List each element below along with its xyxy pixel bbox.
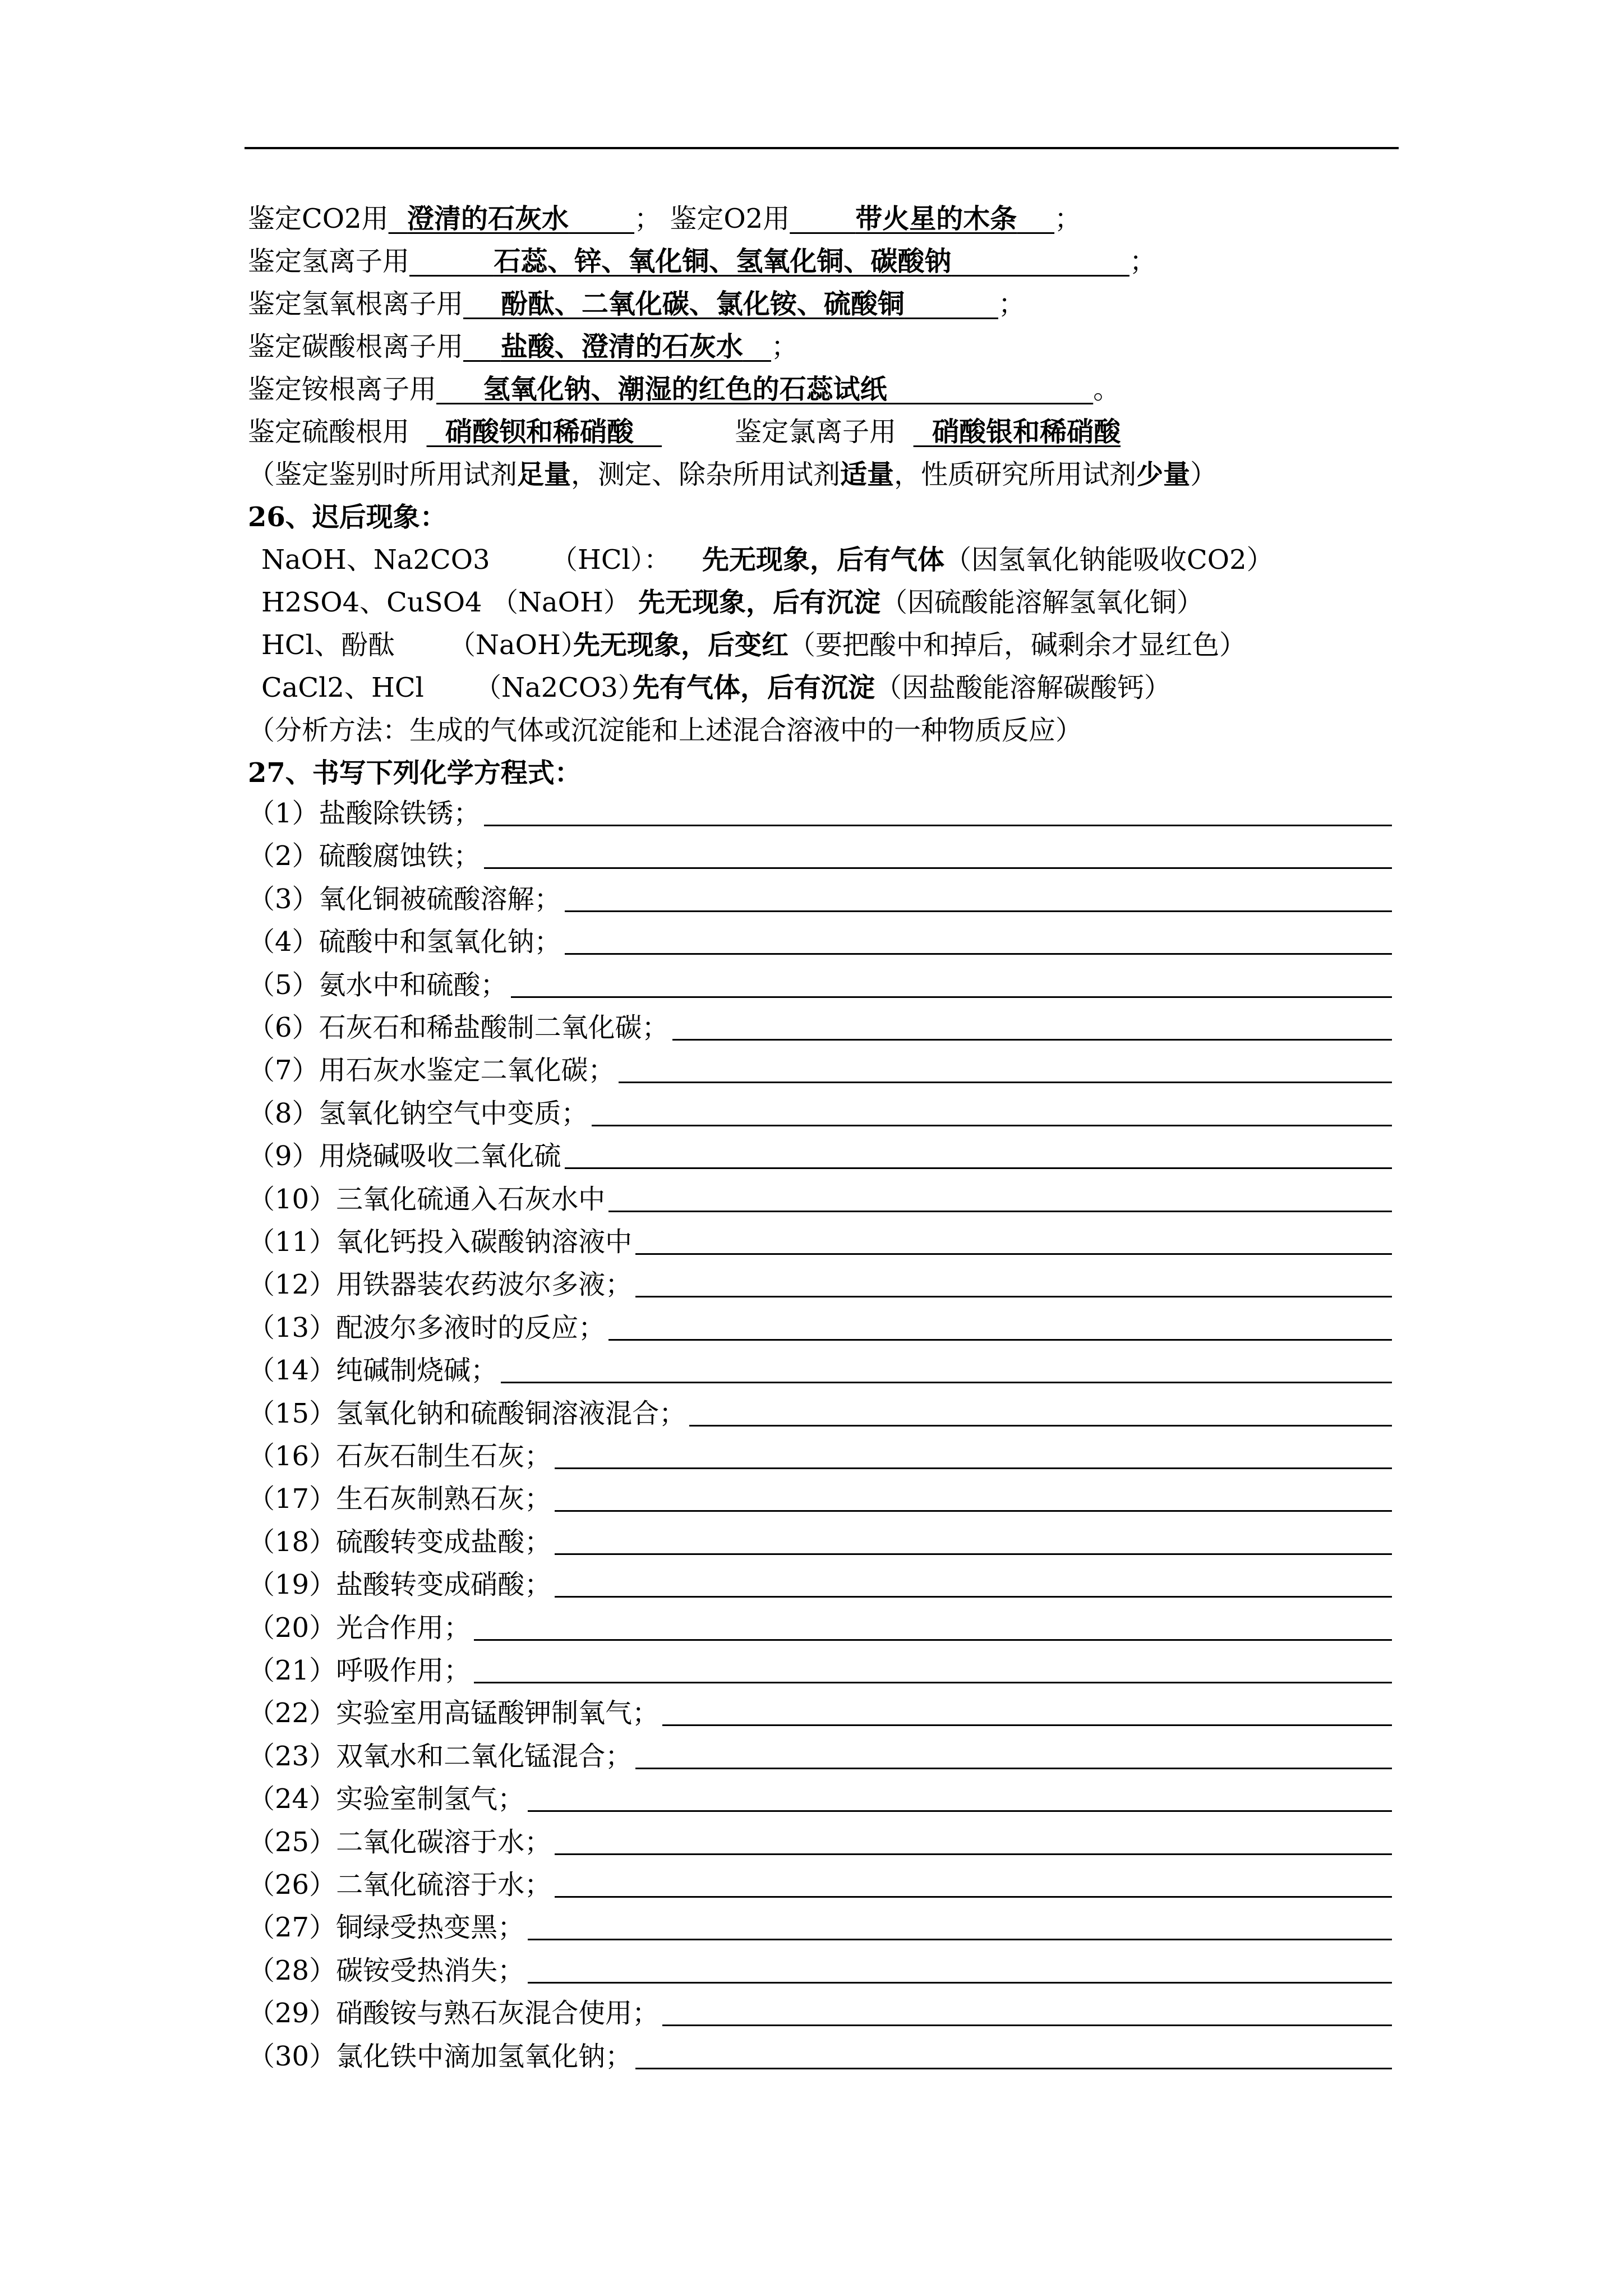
answer-blank-line[interactable] [689,1425,1392,1427]
so4-label: 鉴定硫酸根用 [248,416,410,448]
equation-prompt: （16）石灰石制生石灰； [248,1441,552,1472]
ident-nh4-line [248,371,1120,407]
section-26-heading: 26、迟后现象： [248,501,447,533]
cl-answer: 硝酸银和稀硝酸 [932,416,1121,448]
equation-prompt: （20）光合作用； [248,1612,471,1644]
ident-so4-cl-line [248,414,1121,450]
equation-prompt: （30）氯化铁中滴加氢氧化钠； [248,2041,633,2072]
answer-blank-line[interactable] [635,1253,1392,1255]
oh-label: 鉴定氢氧根离子用 [248,288,464,320]
answer-blank-line[interactable] [619,1082,1392,1083]
equation-prompt: （11）氧化钙投入碳酸钠溶液中 [248,1226,633,1258]
answer-blank-line[interactable] [555,1596,1392,1598]
answer-blank-line[interactable] [555,1853,1392,1855]
equation-prompt: （9）用烧碱吸收二氧化硫 [248,1140,561,1172]
equation-prompt: （6）石灰石和稀盐酸制二氧化碳； [248,1012,669,1043]
semicolon: ； [1054,203,1082,234]
equation-prompt: （14）纯碱制烧碱； [248,1355,498,1386]
h-answer: 石蕊、锌、氧化铜、氢氧化铜、碳酸钠 [494,246,952,277]
analysis-note: （分析方法：生成的气体或沉淀能和上述混合溶液中的一种物质反应） [248,715,1083,746]
equation-prompt: （3）氧化铜被硫酸溶解； [248,884,561,915]
equation-prompt: （5）氨水中和硫酸； [248,969,508,1001]
answer-blank-line[interactable] [501,1382,1392,1383]
answer-blank-line[interactable] [672,1039,1392,1041]
equation-prompt: （29）硝酸铵与熟石灰混合使用； [248,1998,660,2029]
ident-co3-line [248,329,798,365]
equation-prompt: （25）二氧化碳溶于水； [248,1826,552,1858]
equation-prompt: （1）盐酸除铁锈； [248,798,481,829]
answer-blank-line[interactable] [662,1724,1392,1726]
equation-prompt: （4）硫酸中和氢氧化钠； [248,926,561,958]
reagent-amount-note: （鉴定鉴别时所用试剂足量，测定、除杂所用试剂适量，性质研究所用试剂少量） [248,459,1218,490]
header-rule [245,147,1399,149]
equation-prompt: （22）实验室用高锰酸钾制氧气； [248,1697,660,1729]
answer-blank-line[interactable] [635,2068,1392,2069]
semicolon: ； [771,331,799,362]
equation-prompt: （8）氢氧化钠空气中变质； [248,1098,588,1129]
equation-prompt: （18）硫酸转变成盐酸； [248,1526,552,1558]
o2-label: 鉴定O2用 [670,203,790,234]
answer-blank-line[interactable] [511,996,1392,998]
cl-label: 鉴定氯离子用 [735,416,897,448]
equation-prompt: （21）呼吸作用； [248,1655,471,1686]
ident-co2-o2-line [248,201,1081,237]
answer-blank-line[interactable] [528,1982,1392,1984]
nh4-label: 鉴定铵根离子用 [248,374,437,405]
answer-blank-line[interactable] [555,1896,1392,1898]
answer-blank-line[interactable] [555,1553,1392,1555]
equation-prompt: （26）二氧化硫溶于水； [248,1869,552,1901]
equation-prompt: （19）盐酸转变成硝酸； [248,1569,552,1600]
period: 。 [1093,374,1121,405]
oh-answer: 酚酞、二氧化碳、氯化铵、硫酸铜 [500,288,905,320]
equation-prompt: （27）铜绿受热变黑； [248,1912,525,1943]
co3-answer: 盐酸、澄清的石灰水 [500,331,743,362]
so4-answer: 硝酸钡和稀硝酸 [445,416,634,448]
delay-row: H2SO4、CuSO4 （NaOH） 先无现象，后有沉淀（因硫酸能溶解氢氧化铜） [261,587,1204,618]
equation-prompt: （2）硫酸腐蚀铁； [248,840,481,872]
answer-blank-line[interactable] [565,953,1392,955]
co3-label: 鉴定碳酸根离子用 [248,331,464,362]
delay-row: CaCl2、HCl （Na2CO3）先有气体，后有沉淀（因盐酸能溶解碳酸钙） [261,672,1172,703]
answer-blank-line[interactable] [608,1211,1392,1212]
answer-blank-line[interactable] [565,1167,1392,1169]
answer-blank-line[interactable] [484,867,1392,869]
equation-prompt: （23）双氧水和二氧化锰混合； [248,1741,633,1772]
equation-prompt: （10）三氧化硫通入石灰水中 [248,1184,606,1215]
answer-blank-line[interactable] [608,1339,1392,1341]
answer-blank-line[interactable] [555,1467,1392,1469]
section-27-heading: 27、书写下列化学方程式： [248,757,582,789]
answer-blank-line[interactable] [635,1296,1392,1297]
answer-blank-line[interactable] [635,1768,1392,1769]
co2-label: 鉴定CO2用 [248,203,389,234]
o2-answer: 带火星的木条 [855,203,1017,234]
equation-prompt: （12）用铁器装农药波尔多液； [248,1269,633,1300]
delay-row: NaOH、Na2CO3 （HCl）： 先无现象，后有气体（因氢氧化钠能吸收CO2） [261,544,1274,576]
semicolon: ； [1129,246,1156,277]
answer-blank-line[interactable] [592,1125,1392,1126]
answer-blank-line[interactable] [474,1682,1392,1683]
delay-row: HCl、酚酞 （NaOH）先无现象，后变红（要把酸中和掉后，碱剩余才显红色） [261,629,1247,661]
equation-prompt: （17）生石灰制熟石灰； [248,1483,552,1515]
answer-blank-line[interactable] [474,1639,1392,1641]
answer-blank-line[interactable] [565,910,1392,912]
h-label: 鉴定氢离子用 [248,246,410,277]
nh4-answer: 氢氧化钠、潮湿的红色的石蕊试纸 [483,374,887,405]
ident-oh-line [248,286,1025,322]
equation-prompt: （15）氢氧化钠和硫酸铜溶液混合； [248,1398,686,1429]
answer-blank-line[interactable] [484,825,1392,826]
co2-answer: 澄清的石灰水 [407,203,569,234]
equation-prompt: （7）用石灰水鉴定二氧化碳； [248,1055,615,1086]
semicolon: ； [634,203,662,234]
answer-blank-line[interactable] [555,1510,1392,1512]
answer-blank-line[interactable] [528,1810,1392,1812]
equation-prompt: （13）配波尔多液时的反应； [248,1312,606,1343]
semicolon: ； [998,288,1025,320]
equation-prompt: （28）碳铵受热消失； [248,1955,525,1986]
ident-h-line [248,243,1156,279]
answer-blank-line[interactable] [528,1939,1392,1940]
equation-prompt: （24）实验室制氢气； [248,1783,525,1815]
answer-blank-line[interactable] [662,2024,1392,2026]
